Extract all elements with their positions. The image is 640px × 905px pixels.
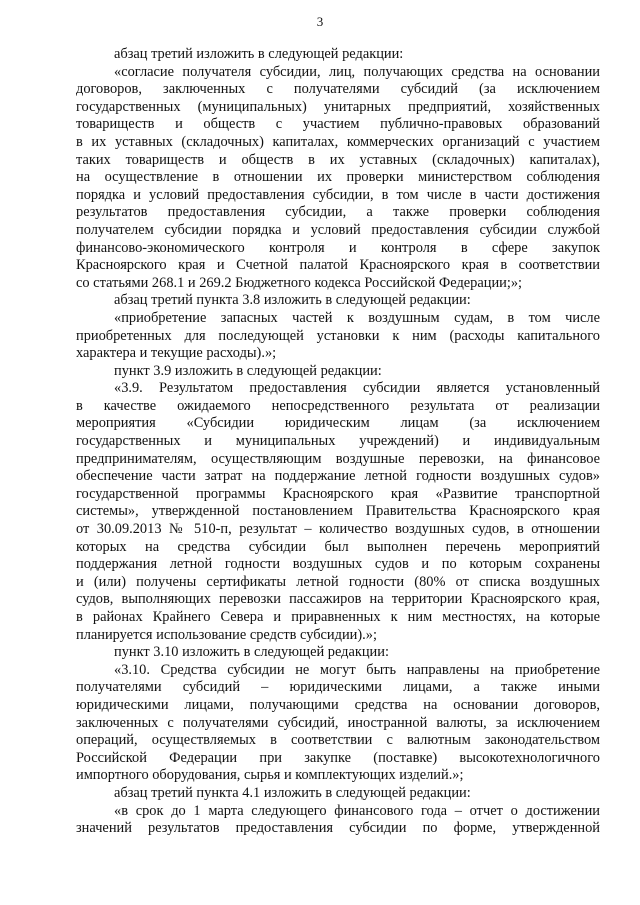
- text-line: государственной программы Красноярского края «Развитие транспортной: [76, 485, 600, 502]
- text-line: юридическими лицами, получающими средства на основании договоров,: [76, 696, 600, 713]
- text-line: финансово-экономического контроля и контроля в сфере закупок: [76, 239, 600, 256]
- text-line: приобретенных для последующей установки к ним (расходы капитального: [76, 327, 600, 344]
- text-line: характера и текущие расходы).»;: [76, 345, 277, 362]
- text-line: которых на средства субсидии был выполнен перечень мероприятий: [76, 538, 600, 555]
- document-body: [76, 46, 600, 838]
- text-line: поддержания летной годности воздушных судов и по которым сохранены: [76, 556, 600, 573]
- text-line: Красноярского края и Счетной палатой Красноярского края в соответствии: [76, 257, 600, 274]
- text-line: порядка и условий предоставления субсидии, в том числе в части достижения: [76, 186, 600, 203]
- text-line: от 30.09.2013 № 510-п, результат – количество воздушных судов, в отношении: [76, 521, 600, 538]
- text-line: пункт 3.10 изложить в следующей редакции:: [114, 644, 389, 661]
- text-line: «в срок до 1 марта следующего финансового года – отчет о достижении: [114, 802, 600, 819]
- text-line: и (или) получены сертификаты летной годности (80% от списка воздушных: [76, 573, 600, 590]
- text-line: «3.9. Результатом предоставления субсидии является установленный: [114, 380, 600, 397]
- text-line: государственных и муниципальных учреждений) и индивидуальным: [76, 433, 600, 450]
- text-line: судов, выполняющих перевозки пассажиров на территории Красноярского края,: [76, 591, 600, 608]
- text-line: абзац третий пункта 4.1 изложить в следующей редакции:: [114, 784, 471, 801]
- text-line: получателями субсидий – юридическими лицами, а также иными: [76, 679, 600, 696]
- text-line: предпринимателям, осуществляющим воздушные перевозки, на финансовое: [76, 450, 600, 467]
- text-line: системы», утвержденной постановлением Правительства Красноярского края: [76, 503, 600, 520]
- text-line: обеспечение части затрат на поддержание летной годности воздушных судов»: [76, 468, 600, 485]
- text-line: «приобретение запасных частей к воздушным судам, в том числе: [114, 309, 600, 326]
- text-line: «3.10. Средства субсидии не могут быть направлены на приобретение: [114, 661, 600, 678]
- text-line: заключенных с получателями субсидий, иностранной валюты, за исключением: [76, 714, 600, 731]
- text-line: на осуществление в отношении их проверки министерством соблюдения: [76, 169, 600, 186]
- text-line: получателем субсидии порядка и условий предоставления субсидии службой: [76, 221, 600, 238]
- text-line: в качестве ожидаемого непосредственного результата от реализации: [76, 397, 600, 414]
- text-line: значений результатов предоставления субсидии по форме, утвержденной: [76, 820, 600, 837]
- text-line: импортного оборудования, сырья и комплектующих изделий.»;: [76, 767, 464, 784]
- text-line: таких товариществ и обществ в их уставных (складочных) капиталах),: [76, 151, 600, 168]
- text-line: пункт 3.9 изложить в следующей редакции:: [114, 362, 382, 379]
- text-line: в районах Крайнего Севера и приравненных к ним местностях, на которые: [76, 609, 600, 625]
- text-line: в их уставных (складочных) капиталах, коммерческих организаций с участием: [76, 133, 600, 150]
- page-number: 3: [316, 14, 324, 29]
- text-line: государственных (муниципальных) унитарных предприятий, хозяйственных: [76, 98, 600, 115]
- text-line: результатов предоставления субсидии, а также проверки соблюдения: [76, 204, 600, 221]
- text-line: абзац третий пункта 3.8 изложить в следующей редакции:: [114, 292, 471, 309]
- text-line: товариществ и обществ с участием публично-правовых образований: [76, 116, 600, 133]
- text-line: Российской Федерации при закупке (поставке) высокотехнологичного: [76, 749, 600, 766]
- text-line: «согласие получателя субсидии, лиц, получающих средства на основании: [114, 63, 600, 80]
- text-line: мероприятия «Субсидии юридическим лицам (за исключением: [76, 415, 600, 432]
- text-line: планируется использование средств субсидии).»;: [76, 626, 377, 643]
- text-line: абзац третий изложить в следующей редакции:: [114, 46, 404, 62]
- text-line: со статьями 268.1 и 269.2 Бюджетного кодекса Российской Федерации;»;: [76, 274, 523, 291]
- text-line: договоров, заключенных с получателями субсидий (за исключением: [76, 81, 600, 98]
- text-line: операций, осуществляемых в соответствии с валютным законодательством: [76, 732, 600, 749]
